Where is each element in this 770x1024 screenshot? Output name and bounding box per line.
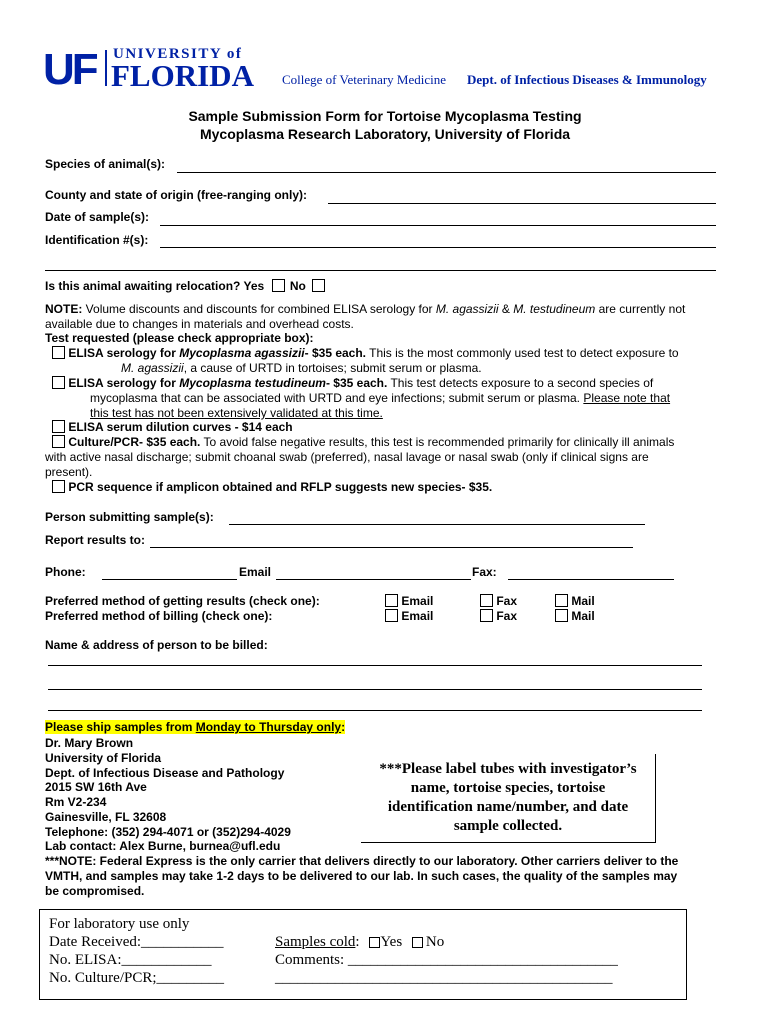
billing-mail-label: Mail [571, 609, 595, 623]
pref-results-fax [480, 594, 517, 608]
elisa-agassizii-desc-species: M. agassizii [121, 361, 184, 375]
elisa-agassizii-checkbox[interactable] [52, 346, 65, 359]
address-line-3: Dept. of Infectious Disease and Pathology [45, 766, 285, 780]
logo-university-of: UNIVERSITY of [113, 46, 243, 62]
dilution-label: ELISA serum dilution curves - $14 each [68, 420, 293, 434]
pcr-sequence-label: PCR sequence if amplicon obtained and RFLP suggests new species- $35. [68, 480, 493, 494]
note-text-2: are currently not [595, 302, 686, 316]
billing-fax-label: Fax [496, 609, 518, 623]
county-input[interactable] [328, 203, 716, 204]
ship-pre: Please ship samples from [45, 720, 196, 734]
person-input[interactable] [229, 524, 645, 525]
address-line-6: Gainesville, FL 32608 [45, 810, 167, 824]
billed-input-2[interactable] [48, 689, 702, 690]
fedex-note-2: VMTH, and samples may take 1-2 days to be delivered to our lab. In such cases, the quality of the samples may [45, 869, 678, 883]
samples-cold-no-checkbox[interactable] [412, 937, 423, 948]
samples-cold-label: Samples cold [275, 934, 356, 950]
county-label: County and state of origin (free-ranging only): [45, 188, 307, 202]
pref-billing-mail [555, 609, 595, 623]
elisa-testudineum-checkbox[interactable] [52, 376, 65, 389]
note-amp: & [498, 302, 514, 316]
logo-florida: FLORIDA [111, 58, 254, 93]
culture-desc-line-2: with active nasal discharge; submit choanal swab (preferred), nasal lavage or nasal swab (only if clinical signs are [45, 450, 649, 464]
elisa-testudineum-desc-2: mycoplasma that can be associated with URTD and eye infections; submit serum or plasma. [90, 391, 584, 405]
elisa-agassizii-species: Mycoplasma agassizii [179, 346, 305, 360]
note-species-2: M. testudineum [513, 302, 596, 316]
relocation-no-label: No [289, 279, 306, 293]
relocation-no-checkbox[interactable] [312, 279, 325, 292]
lab-use-title: For laboratory use only [49, 916, 190, 932]
pref-results-email [385, 594, 433, 608]
results-fax-checkbox[interactable] [480, 594, 493, 607]
pcr-sequence-checkbox[interactable] [52, 480, 65, 493]
billing-email-checkbox[interactable] [385, 609, 398, 622]
identification-input-2[interactable] [45, 270, 716, 271]
ship-colon: : [341, 720, 346, 734]
label-note-1: ***Please label tubes with investigator’s [379, 761, 637, 777]
samples-cold-yes: Yes [380, 934, 403, 950]
elisa-agassizii-desc-line-2 [121, 361, 482, 375]
elisa-agassizii-desc-2: , a cause of URTD in tortoises; submit serum or plasma. [183, 361, 482, 375]
results-fax-label: Fax [496, 594, 518, 608]
comments-input[interactable]: ____________________________________ [347, 952, 618, 968]
phone-label: Phone: [45, 565, 86, 579]
billed-input-3[interactable] [48, 710, 702, 711]
elisa-testudineum-note-1: Please note that [583, 391, 671, 405]
relocation-row [45, 279, 325, 293]
address-line-7: Telephone: (352) 294-4071 or (352)294-4029 [45, 825, 291, 839]
elisa-agassizii-price: - $35 each. [304, 346, 367, 360]
samples-cold-row [275, 934, 444, 951]
uf-logo-text: UF [43, 46, 96, 90]
email-input[interactable] [276, 579, 471, 580]
address-line-2: University of Florida [45, 751, 162, 765]
pref-billing-email [385, 609, 433, 623]
test-elisa-testudineum [52, 376, 653, 390]
elisa-testudineum-species: Mycoplasma testudineum [179, 376, 326, 390]
address-line-8: Lab contact: Alex Burne, burnea@ufl.edu [45, 839, 281, 853]
college-name: College of Veterinary Medicine [282, 72, 447, 87]
report-input[interactable] [150, 547, 633, 548]
note-line-1 [45, 302, 685, 316]
species-input[interactable] [177, 172, 716, 173]
culture-desc-line-3: present). [45, 465, 93, 479]
results-email-checkbox[interactable] [385, 594, 398, 607]
billed-label: Name & address of person to be billed: [45, 638, 268, 652]
date-received[interactable]: Date Received:___________ [49, 934, 224, 950]
logo-divider [105, 50, 107, 86]
fax-label: Fax: [472, 565, 497, 579]
form-title: Sample Submission Form for Tortoise Mycoplasma Testing [188, 108, 582, 124]
test-culture [52, 435, 674, 449]
identification-label: Identification #(s): [45, 233, 149, 247]
culture-checkbox[interactable] [52, 435, 65, 448]
note-text-1: Volume discounts and discounts for combined ELISA serology for [82, 302, 436, 316]
culture-label: Culture/PCR- $35 each. [68, 435, 201, 449]
fedex-note-1: ***NOTE: Federal Express is the only carrier that delivers directly to our laboratory. Other carriers deliver to the [45, 854, 679, 868]
pref-results-mail [555, 594, 595, 608]
pref-billing-label: Preferred method of billing (check one): [45, 609, 273, 623]
date-label: Date of sample(s): [45, 210, 150, 224]
report-label: Report results to: [45, 533, 146, 547]
samples-cold-no: No [425, 934, 445, 950]
no-culture-pcr[interactable]: No. Culture/PCR;_________ [49, 970, 225, 986]
uf-logo-mark [43, 46, 113, 90]
comments-row [275, 952, 618, 969]
note-species-1: M. agassizii [435, 302, 499, 316]
label-note-3: identification name/number, and date [387, 799, 629, 815]
test-dilution [52, 420, 293, 434]
billed-input-1[interactable] [48, 665, 702, 666]
results-email-label: Email [401, 594, 434, 608]
date-input[interactable] [160, 225, 716, 226]
note-line-2: available due to changes in materials and overhead costs. [45, 317, 354, 331]
tests-heading: Test requested (please check appropriate box): [45, 331, 314, 345]
species-label: Species of animal(s): [45, 157, 166, 171]
comments-label: Comments: [275, 952, 345, 968]
culture-desc-1: To avoid false negative results, this test is recommended primarily for clinically ill animals [200, 435, 675, 449]
identification-input[interactable] [160, 247, 716, 248]
label-note-4: sample collected. [453, 818, 563, 834]
lab-use-box [39, 909, 687, 1000]
test-pcr-sequence [52, 480, 492, 494]
ship-days: Monday to Thursday only [195, 720, 342, 734]
phone-input[interactable] [102, 579, 237, 580]
elisa-agassizii-desc-1: This is the most commonly used test to detect exposure to [366, 346, 679, 360]
samples-cold-yes-checkbox[interactable] [369, 937, 380, 948]
relocation-label: Is this animal awaiting relocation? Yes [45, 279, 265, 293]
label-instructions-box [361, 754, 656, 843]
results-mail-checkbox[interactable] [555, 594, 568, 607]
elisa-testudineum-label: ELISA serology for [68, 376, 180, 390]
note-label: NOTE: [45, 302, 83, 316]
billing-fax-checkbox[interactable] [480, 609, 493, 622]
dilution-checkbox[interactable] [52, 420, 65, 433]
elisa-testudineum-desc-line-2 [90, 391, 670, 405]
department-name: Dept. of Infectious Diseases & Immunology [467, 72, 707, 87]
ship-instructions [45, 720, 345, 734]
form-subtitle: Mycoplasma Research Laboratory, University of Florida [199, 126, 571, 142]
address-line-1: Dr. Mary Brown [45, 736, 134, 750]
billing-mail-checkbox[interactable] [555, 609, 568, 622]
no-elisa[interactable]: No. ELISA:____________ [49, 952, 212, 968]
elisa-agassizii-label: ELISA serology for [68, 346, 180, 360]
email-label: Email [239, 565, 272, 579]
relocation-yes-checkbox[interactable] [272, 279, 285, 292]
pref-results-label: Preferred method of getting results (check one): [45, 594, 320, 608]
elisa-testudineum-desc-1: This test detects exposure to a second species of [387, 376, 654, 390]
test-elisa-agassizii [52, 346, 679, 360]
address-line-5: Rm V2-234 [45, 795, 107, 809]
billing-email-label: Email [401, 609, 434, 623]
fax-input[interactable] [508, 579, 674, 580]
elisa-testudineum-price: - $35 each. [325, 376, 388, 390]
person-label: Person submitting sample(s): [45, 510, 214, 524]
samples-cold-colon: : [355, 934, 360, 950]
results-mail-label: Mail [571, 594, 595, 608]
uf-logo [43, 44, 273, 92]
address-line-4: 2015 SW 16th Ave [45, 780, 147, 794]
pref-billing-fax [480, 609, 517, 623]
label-note-2: name, tortoise species, tortoise [410, 780, 606, 796]
comments-extra-line[interactable]: _____________________________________________ [275, 970, 613, 986]
elisa-testudineum-note-2: this test has not been extensively validated at this time. [90, 406, 383, 420]
fedex-note-3: be compromised. [45, 884, 145, 898]
